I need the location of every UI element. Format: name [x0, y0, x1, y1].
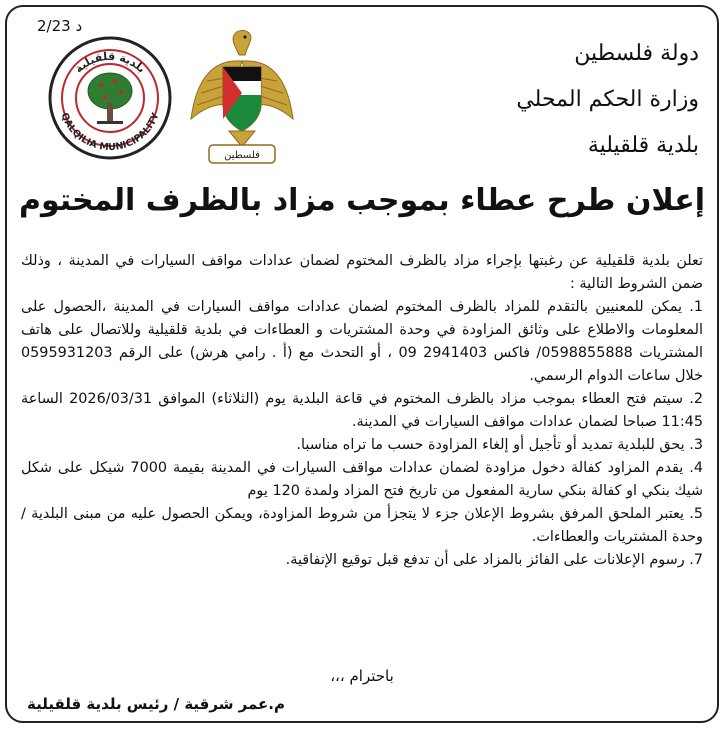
condition-item: 7. رسوم الإعلانات على الفائز بالمزاد على أن تدفع قبل توقيع الإتفاقية.	[285, 552, 703, 568]
condition-item: 2. سيتم فتح العطاء بموجب مزاد بالظرف المختوم في قاعة البلدية يوم (الثلاثاء) الموافق 2026/03/31 الساعة 11:45 صباحا لضمان عدادات مواقف السيارات في المدينة.	[21, 391, 704, 430]
notice-body	[21, 250, 703, 572]
svg-text:بلدية قلقيلية	[72, 50, 148, 76]
condition-item: 1. يمكن للمعنيين بالتقدم للمزاد بالظرف المختوم لضمان عدادات مواقف السيارات في المدينة ،الحصول على المعلومات والاطلاع على وثائق المزاودة في وحدة المشتريات و العطاءات في بلدية قلقيلية وللاتصال على هاتف المشتريات 0598855888/ فاكس 2941403 09 ، أو التحدث مع (أ . رامي هرش) على الرقم 0595931203 خلال ساعات الدوام الرسمي.	[21, 299, 703, 384]
emblem-scroll-text: فلسطين	[224, 150, 260, 161]
issuer-header	[516, 31, 699, 169]
condition-item: 5. يعتبر الملحق المرفق بشروط الإعلان جزء لا يتجزأ من شروط المزاودة، ويمكن الحصول عليه من مبنى البلدية / وحدة المشتريات والعطاءات.	[21, 506, 703, 545]
reference-number: 2/23 د	[37, 17, 83, 35]
condition-item: 3. يحق للبلدية تمديد أو تأجيل أو إلغاء المزاودة حسب ما تراه مناسبا.	[296, 437, 703, 453]
header-state: دولة فلسطين	[574, 41, 699, 66]
condition-item: 4. يقدم المزاود كفالة دخول مزاودة لضمان عدادات مواقف السيارات في المدينة بقيمة 7000 شيكل على شكل شيك بنكي او كفالة بنكي سارية المفعول من تاريخ فتح المزاد ولمدة 120 يوم	[21, 460, 703, 499]
header-ministry: وزارة الحكم المحلي	[516, 87, 699, 112]
signature: م.عمر شرقية / رئيس بلدية قلقيلية	[27, 695, 285, 713]
seal-text-english: QALQILIA MUNICIPALITY	[58, 111, 162, 154]
notice-title: إعلان طرح عطاء بموجب مزاد بالظرف المختوم	[18, 183, 705, 218]
municipality-seal-icon	[45, 33, 175, 163]
closing-greeting: باحترام ،،،	[330, 667, 394, 685]
notice-frame	[5, 5, 719, 723]
notice-intro: تعلن بلدية قلقيلية عن رغبتها بإجراء مزاد بالظرف المختوم لضمان عدادات مواقف السيارات في المدينة ، وذلك ضمن الشروط التالية :	[21, 253, 703, 292]
seal-text-arabic: بلدية قلقيلية	[72, 49, 149, 76]
palestine-eagle-emblem-icon	[187, 23, 297, 171]
header-municipality: بلدية قلقيلية	[587, 133, 699, 158]
